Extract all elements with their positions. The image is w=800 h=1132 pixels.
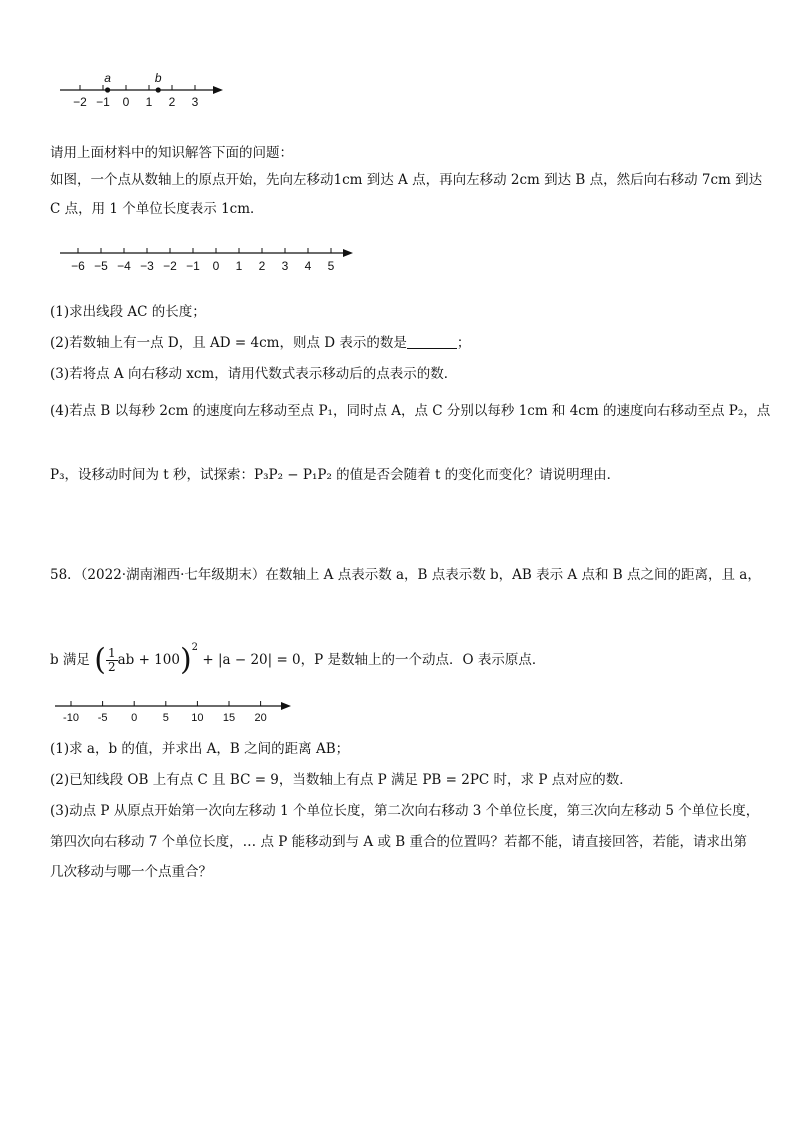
- point-a: [105, 87, 110, 92]
- nl-57-tick-label: 3: [281, 259, 289, 273]
- fraction-one-half: [106, 647, 118, 674]
- problem-58-line-1: 58．（2022·湖南湘西·七年级期末）在数轴上 A 点表示数 a，B 点表示数 b，AB 表示 A 点和 B 点之间的距离，且 a，: [50, 567, 761, 583]
- nl-57-tick-label: −4: [117, 259, 131, 273]
- nl-58-tick-label: 0: [131, 712, 138, 724]
- sub-question-3-line-1: (3)动点 P 从原点开始第一次向左移动 1 个单位长度，第二次向右移动 3 个单位长度，第三次向左移动 5 个单位长度，: [50, 803, 760, 819]
- nl-58-tick-label: 10: [191, 712, 204, 724]
- nl-ab-tick-label: −2: [73, 95, 87, 109]
- answer-blank: [407, 336, 457, 349]
- exponent: 2: [191, 642, 199, 653]
- nl-ab-tick-label: −1: [96, 95, 110, 109]
- left-paren: (: [94, 642, 106, 678]
- point-b-label: b: [154, 71, 162, 85]
- problem-58-line-2-end: ，P 是数轴上的一个动点．O 表示原点．: [300, 652, 546, 668]
- sub-question-2: (2)已知线段 OB 上有点 C 且 BC = 9，当数轴上有点 P 满足 PB = 2PC 时，求 P 点对应的数．: [50, 772, 633, 788]
- nl-ab-tick-label: 0: [122, 95, 130, 109]
- expression-ab-plus-100: ab + 100: [117, 652, 180, 668]
- question-4-line-2: P₃，设移动时间为 t 秒，试探索：P₃P₂ − P₁P₂ 的值是否会随着 t 的变化而变化？请说明理由．: [50, 467, 621, 483]
- nl-57-tick-label: −3: [140, 259, 154, 273]
- sub-question-1: (1)求 a，b 的值，并求出 A，B 之间的距离 AB；: [50, 741, 350, 757]
- nl-58-tick-label: 15: [222, 712, 236, 724]
- number-line-problem-58: [55, 694, 295, 728]
- point-a-label: a: [104, 71, 111, 85]
- intro-text: 请用上面材料中的知识解答下面的问题：: [50, 145, 293, 161]
- question-4-line-1: (4)若点 B 以每秒 2cm 的速度向左移动至点 P₁，同时点 A，点 C 分别以每秒 1cm 和 4cm 的速度向右移动至点 P₂，点: [50, 403, 771, 419]
- nl-ab-tick-label: 2: [168, 95, 176, 109]
- nl-57-tick-label: 1: [235, 259, 243, 273]
- nl-ab-tick-label: 3: [191, 95, 199, 109]
- problem-57-line-2: C 点，用 1 个单位长度表示 1cm．: [50, 201, 264, 217]
- number-line-ab: [55, 70, 230, 112]
- nl-57-tick-label: 2: [258, 259, 266, 273]
- problem-58-b-satisfies: b 满足: [50, 652, 90, 668]
- question-1: (1)求出线段 AC 的长度；: [50, 304, 206, 320]
- fraction-denominator: 2: [107, 660, 116, 674]
- sub-question-3-line-3: 几次移动与哪一个点重合？: [50, 864, 212, 880]
- nl-57-tick-label: −1: [186, 259, 200, 273]
- problem-57-line-1: 如图，一个点从数轴上的原点开始，先向左移动1cm 到达 A 点，再向左移动 2cm 到达 B 点，然后向右移动 7cm 到达: [50, 172, 763, 188]
- number-line-problem-57: [55, 240, 360, 280]
- nl-57-tick-label: 0: [212, 259, 220, 273]
- nl-57-tick-label: −5: [94, 259, 108, 273]
- nl-57-tick-label: 4: [304, 259, 312, 273]
- question-2-text: (2)若数轴上有一点 D，且 AD = 4cm，则点 D 表示的数是: [50, 335, 407, 351]
- nl-57-tick-label: 5: [327, 259, 335, 273]
- question-2: [50, 334, 470, 352]
- right-paren: ): [179, 642, 192, 678]
- fraction-numerator: 1: [107, 646, 116, 660]
- nl-58-tick-label: 5: [162, 712, 169, 724]
- nl-57-tick-label: −2: [163, 259, 177, 273]
- expression-abs-term: + |a − 20| = 0: [202, 652, 301, 668]
- nl-ab-tick-label: 1: [145, 95, 153, 109]
- nl-58-tick-label: 20: [254, 712, 267, 724]
- sub-question-3-line-2: 第四次向右移动 7 个单位长度，… 点 P 能移动到与 A 或 B 重合的位置吗？若都不能，请直接回答，若能，请求出第: [50, 834, 747, 850]
- problem-58-line-2: [50, 628, 545, 681]
- question-2-end: ；: [456, 335, 471, 351]
- nl-57-tick-label: −6: [71, 259, 85, 273]
- point-b: [156, 87, 161, 92]
- nl-58-tick-label: -10: [63, 712, 79, 724]
- nl-58-tick-label: -5: [97, 712, 108, 724]
- question-3: (3)若将点 A 向右移动 xcm，请用代数式表示移动后的点表示的数．: [50, 366, 458, 382]
